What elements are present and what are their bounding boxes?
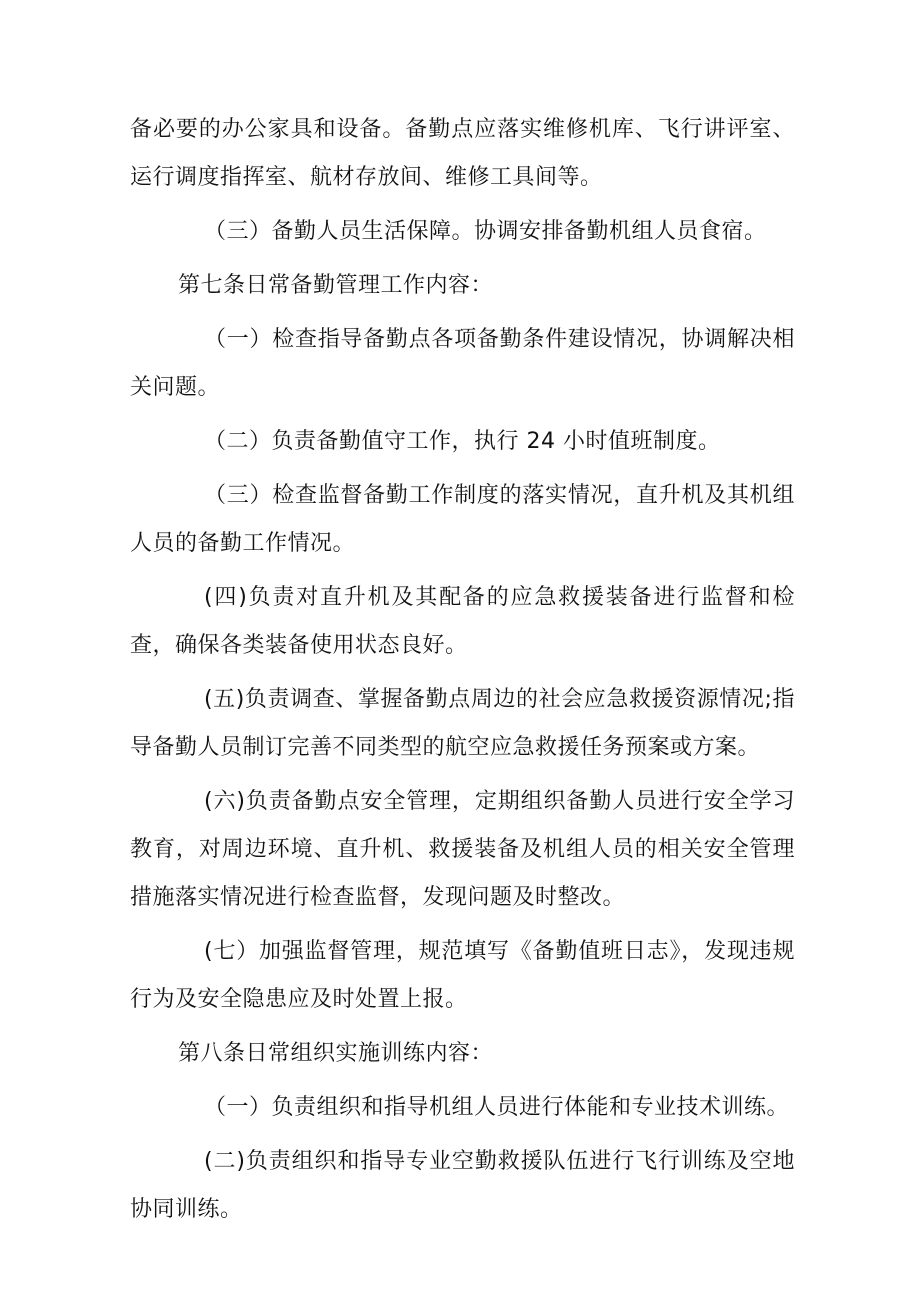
paragraph-article7-item-3: （三）检查监督备勤工作制度的落实情况，直升机及其机组人员的备勤工作情况。 (130, 483, 795, 556)
paragraph-item-3-living-support: （三）备勤人员生活保障。协调安排备勤机组人员食宿。 (204, 219, 767, 244)
paragraph-article7-item-4: (四)负责对直升机及其配备的应急救援装备进行监督和检查，确保各类装备使用状态良好。 (130, 585, 795, 658)
paragraph-article8-item-1: （一）负责组织和指导机组人员进行体能和专业技术训练。 (204, 1095, 790, 1120)
paragraph-article7-item-1: （一）检查指导备勤点各项备勤条件建设情况，协调解决相关问题。 (130, 327, 795, 400)
paragraph-article7-item-7: (七）加强监督管理，规范填写《备勤值班日志》，发现违规行为及安全隐患应及时处置上报。 (130, 939, 795, 1012)
paragraph-continuation-office-equipment: 备必要的办公家具和设备。备勤点应落实维修机库、飞行讲评室、运行调度指挥室、航材存放间、维修工具间等。 (130, 117, 795, 190)
paragraph-article8-item-2: (二)负责组织和指导专业空勤救援队伍进行飞行训练及空地协同训练。 (130, 1149, 795, 1222)
paragraph-article7-item-5: (五)负责调查、掌握备勤点周边的社会应急救援资源情况;指导备勤人员制订完善不同类型的航空应急救援任务预案或方案。 (130, 687, 795, 760)
article-7-heading: 第七条日常备勤管理工作内容： (178, 273, 494, 298)
article-8-heading: 第八条日常组织实施训练内容： (178, 1041, 494, 1066)
paragraph-article7-item-6: (六)负责备勤点安全管理，定期组织备勤人员进行安全学习教育，对周边环境、直升机、救援装备及机组人员的相关安全管理措施落实情况进行检查监督，发现问题及时整改。 (130, 789, 795, 910)
document-body (130, 106, 795, 1234)
paragraph-article7-item-2: （二）负责备勤值守工作，执行 24 小时值班制度。 (204, 429, 721, 454)
